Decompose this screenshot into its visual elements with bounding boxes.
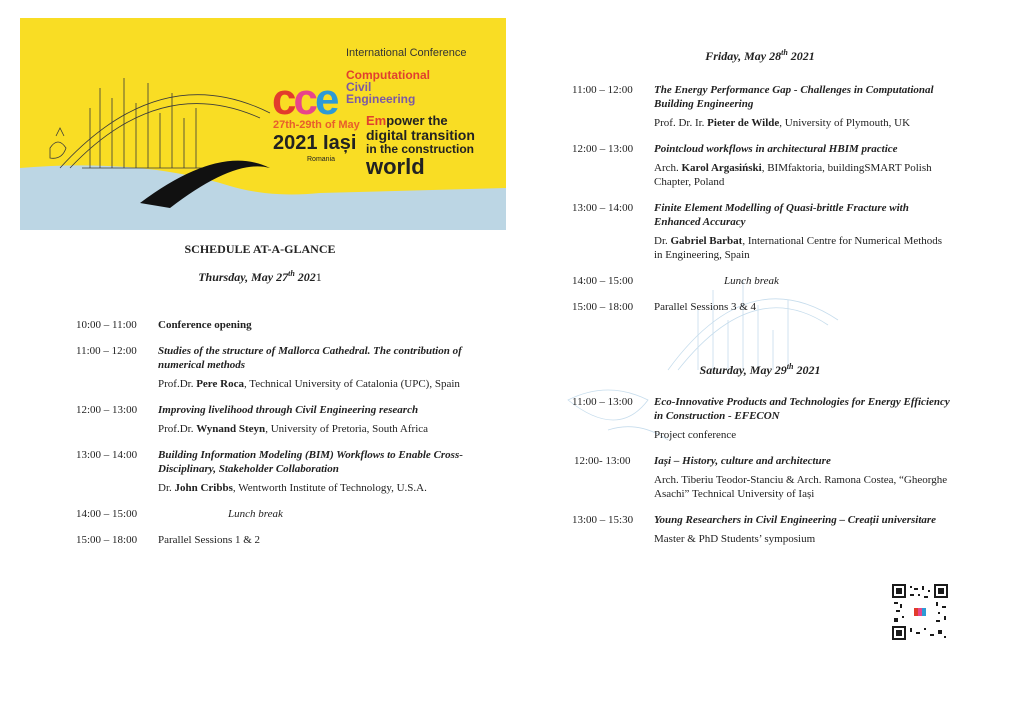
item-title: Finite Element Modelling of Quasi-brittle Fracture with Enhanced Accuracy	[654, 202, 909, 228]
banner-conference-type: International Conference	[346, 47, 467, 59]
banner-slogan: Empower the digital transition in the construction world	[366, 113, 475, 179]
item-time: 11:00 – 12:00	[76, 345, 137, 357]
item-speaker: Prof.Dr. Wynand Steyn, University of Pretoria, South Africa	[158, 423, 429, 435]
schedule-item	[76, 448, 476, 495]
item-subtitle: Arch. Tiberiu Teodor-Stanciu & Arch. Ramona Costea, “Gheorghe Asachi” Technical University of Iași	[654, 474, 948, 500]
schedule-item	[76, 344, 476, 391]
item-title: Studies of the structure of Mallorca Cathedral. The contribution of numerical methods	[158, 345, 462, 371]
schedule-item	[572, 395, 952, 442]
schedule-item	[572, 513, 952, 546]
schedule-item	[572, 142, 952, 189]
schedule-item	[76, 403, 476, 436]
day1-schedule	[76, 318, 476, 547]
item-speaker: Prof.Dr. Pere Roca, Technical University of Catalonia (UPC), Spain	[158, 378, 460, 390]
conference-banner	[20, 18, 506, 230]
schedule-item	[572, 300, 952, 314]
banner-dates: 27th-29th of May	[273, 119, 360, 131]
item-time: 14:00 – 15:00	[572, 275, 634, 287]
item-text: Parallel Sessions 1 & 2	[158, 534, 261, 546]
item-speaker: Dr. John Cribbs, Wentworth Institute of Technology, U.S.A.	[158, 482, 427, 494]
item-speaker: Dr. Gabriel Barbat, International Centre for Numerical Methods in Engineering, Spain	[654, 235, 943, 261]
item-time: 13:00 – 15:30	[572, 514, 634, 526]
item-time: 11:00 – 13:00	[572, 396, 633, 408]
item-time: 15:00 – 18:00	[76, 534, 138, 546]
cce-logo: cce	[272, 75, 337, 124]
item-title: Improving livelihood through Civil Engineering research	[158, 404, 419, 416]
item-title: Pointcloud workflows in architectural HBIM practice	[654, 143, 898, 155]
schedule-item	[76, 318, 476, 332]
day3-heading: Saturday, May 29th 2021	[699, 362, 821, 377]
day2-schedule	[572, 83, 952, 314]
item-subtitle: Master & PhD Students’ symposium	[654, 533, 816, 545]
item-time: 12:00 – 13:00	[572, 143, 634, 155]
item-speaker: Arch. Karol Argasiński, BIMfaktoria, buildingSMART Polish Chapter, Poland	[654, 162, 932, 188]
schedule-item	[76, 507, 476, 521]
item-speaker: Prof. Dr. Ir. Pieter de Wilde, University of Plymouth, UK	[654, 117, 911, 129]
item-time: 13:00 – 14:00	[76, 449, 138, 461]
item-text: Parallel Sessions 3 & 4	[654, 301, 757, 313]
item-time: 12:00 – 13:00	[76, 404, 138, 416]
item-title: Iași – History, culture and architecture	[654, 455, 831, 467]
schedule-item	[76, 533, 476, 547]
schedule-title: SCHEDULE AT-A-GLANCE	[184, 242, 336, 256]
lunch-break: Lunch break	[724, 275, 779, 287]
item-title: Eco-Innovative Products and Technologies for Energy Efficiency in Construction - EFECON	[654, 396, 950, 422]
item-time: 12:00- 13:00	[574, 455, 631, 467]
schedule-item	[572, 454, 952, 501]
item-title: Building Information Modeling (BIM) Workflows to Enable Cross-Disciplinary, Stakeholder Collaboration	[158, 449, 463, 475]
schedule-item	[572, 83, 952, 130]
item-time: 10:00 – 11:00	[76, 319, 137, 331]
item-time: 14:00 – 15:00	[76, 508, 138, 520]
item-title: The Energy Performance Gap - Challenges in Computational Building Engineering	[654, 84, 934, 110]
banner-country: Romania	[307, 156, 336, 163]
day3-schedule	[572, 395, 952, 546]
item-time: 11:00 – 12:00	[572, 84, 633, 96]
item-subtitle: Project conference	[654, 429, 737, 441]
item-time: 13:00 – 14:00	[572, 202, 634, 214]
schedule-item	[572, 274, 952, 288]
schedule-item	[572, 201, 952, 262]
lunch-break: Lunch break	[228, 508, 283, 520]
qr-code	[892, 584, 948, 640]
item-title: Conference opening	[158, 319, 252, 331]
banner-conference-name: Computational Civil Engineering	[346, 68, 430, 106]
day2-heading: Friday, May 28th 2021	[705, 48, 815, 63]
item-time: 15:00 – 18:00	[572, 301, 634, 313]
item-title: Young Researchers in Civil Engineering – Creații universitare	[654, 514, 937, 526]
day1-heading: Thursday, May 27th 2021	[198, 269, 322, 284]
banner-year-city: 2021 Iași	[273, 132, 357, 154]
